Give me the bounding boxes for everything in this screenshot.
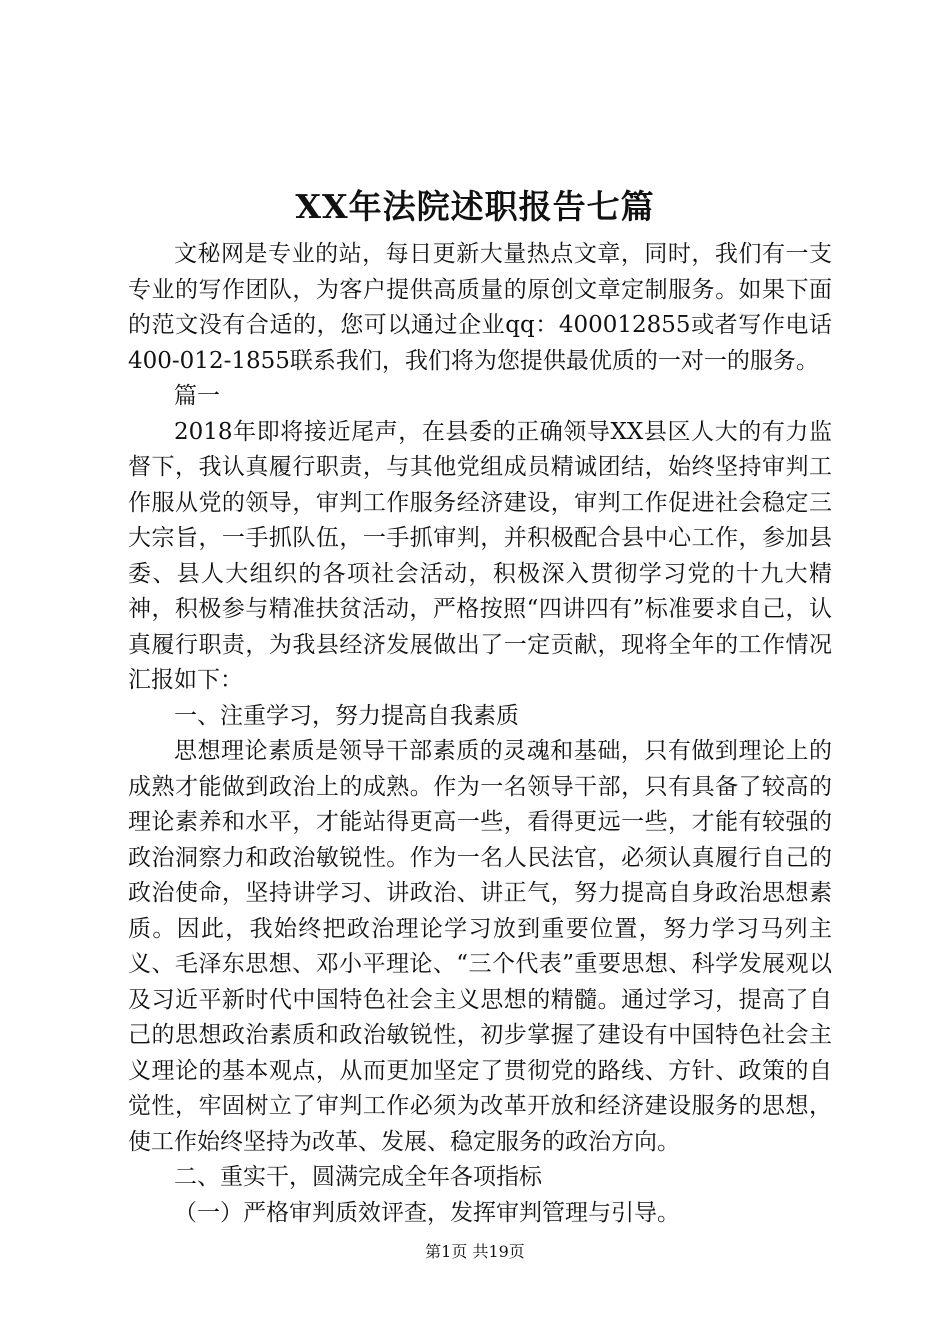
section-heading-part-one: 篇一 [174, 383, 220, 409]
document-body [128, 237, 832, 1231]
section-heading-work: 二、重实干，圆满完成全年各项指标 [174, 1164, 542, 1190]
document-title: XX年法院述职报告七篇 [295, 187, 655, 226]
study-paragraph: 思想理论素质是领导干部素质的灵魂和基础，只有做到理论上的成熟才能做到政治上的成熟。作为一名领导干部，只有具备了较高的理论素养和水平，才能站得更高一些，看得更远一些，才能有较强的政治洞察力和政治敏锐性。作为一名人民法官，必须认真履行自己的政治使命，坚持讲学习、讲政治、讲正气，努力提高自身政治思想素质。因此，我始终把政治理论学习放到重要位置，努力学习马列主义、毛泽东思想、邓小平理论、“三个代表”重要思想、科学发展观以及习近平新时代中国特色社会主义思想的精髓。通过学习，提高了自己的思想政治素质和政治敏锐性，初步掌握了建设有中国特色社会主义理论的基本观点，从而更加坚定了贯彻党的路线、方针、政策的自觉性，牢固树立了审判工作必须为改革开放和经济建设服务的思想，使工作始终坚持为改革、发展、稳定服务的政治方向。 [128, 738, 832, 1155]
subsection-heading: （一）严格审判质效评查，发挥审判管理与引导。 [174, 1199, 680, 1226]
intro-paragraph: 文秘网是专业的站，每日更新大量热点文章，同时，我们有一支专业的写作团队，为客户提供高质量的原创文章定制服务。如果下面的范文没有合适的，您可以通过企业qq：400012855或者写作电话400-012-1855联系我们，我们将为您提供最优质的一对一的服务。 [128, 241, 832, 374]
page-footer: 第1页 共19页 [425, 1242, 525, 1261]
summary-paragraph: 2018年即将接近尾声，在县委的正确领导XX县区人大的有力监督下，我认真履行职责，与其他党组成员精诚团结，始终坚持审判工作服从党的领导，审判工作服务经济建设，审判工作促进社会稳定三大宗旨，一手抓队伍，一手抓审判，并积极配合县中心工作，参加县委、县人大组织的各项社会活动，积极深入贯彻学习党的十九大精神，积极参与精准扶贫活动，严格按照“四讲四有”标准要求自己，认真履行职责，为我县经济发展做出了一定贡献，现将全年的工作情况汇报如下： [128, 418, 832, 693]
section-heading-study: 一、注重学习，努力提高自我素质 [174, 702, 519, 729]
